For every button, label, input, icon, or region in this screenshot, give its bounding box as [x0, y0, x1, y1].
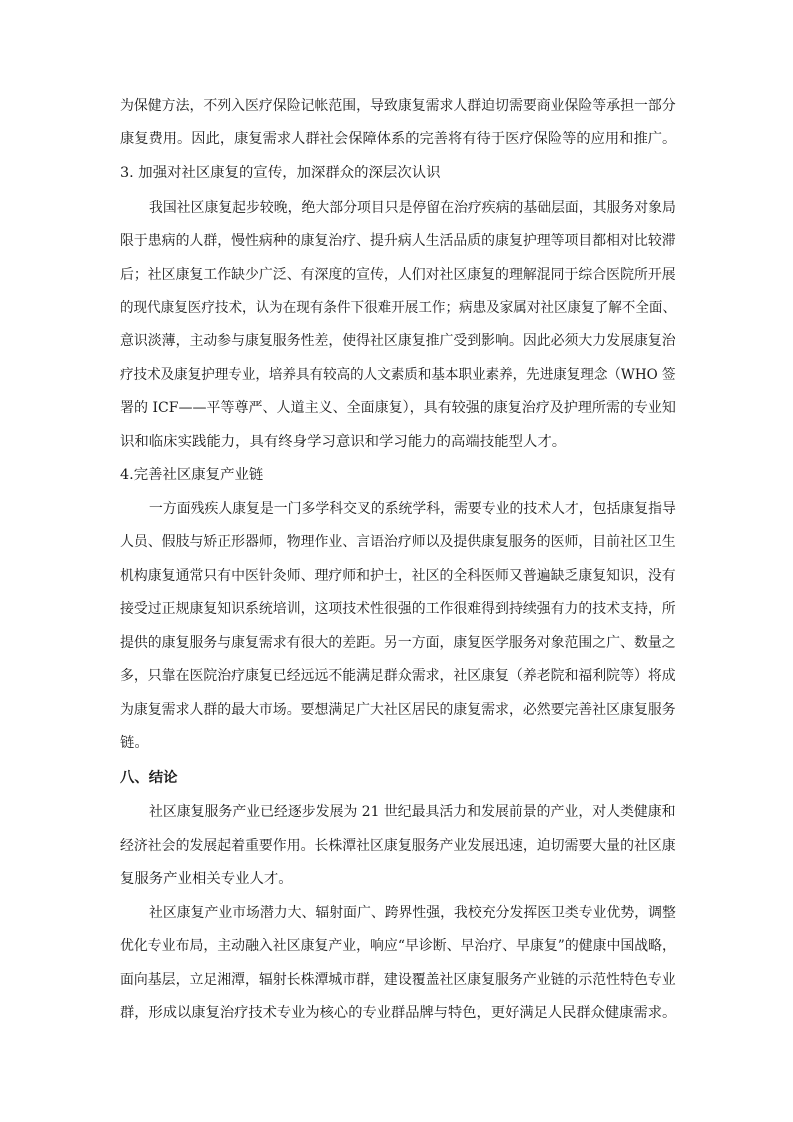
text-line: 提供的康复服务与康复需求有很大的差距。另一方面，康复医学服务对象范围之广、数量之	[120, 635, 676, 651]
text-line: 为康复需求人群的最大市场。要想满足广大社区居民的康复需求，必然要完善社区康复服务	[120, 702, 676, 718]
text-line: 复服务产业相关专业人才。	[120, 871, 293, 887]
text-line: 疗技术及康复护理专业，培养具有较高的人文素质和基本职业素养，先进康复理念（WHO 签	[120, 367, 676, 383]
text-line: 接受过正规康复知识系统培训，这项技术性很强的工作很难得到持续强有力的技术支持，所	[120, 601, 676, 617]
text-line: 康复费用。因此，康复需求人群社会保障体系的完善将有待于医疗保险等的应用和推广。	[120, 131, 677, 147]
text-line: 社区康复产业市场潜力大、辐射面广、跨界性强，我校充分发挥医卫类专业优势，调整	[149, 905, 676, 921]
section-heading: 4.完善社区康复产业链	[120, 467, 264, 483]
text-line: 优化专业布局，主动融入社区康复产业，响应“早诊断、早治疗、早康复”的健康中国战略，	[120, 938, 676, 954]
text-line: 署的 ICF——平等尊严、人道主义、全面康复），具有较强的康复治疗及护理所需的专业知	[120, 400, 676, 416]
text-line: 经济社会的发展起着重要作用。长株潭社区康复服务产业发展迅速，迫切需要大量的社区康	[120, 838, 676, 854]
text-line: 社区康复服务产业已经逐步发展为 21 世纪最具活力和发展前景的产业，对人类健康和	[149, 804, 676, 820]
text-line: 链。	[120, 735, 149, 751]
text-line: 多，只靠在医院治疗康复已经远远不能满足群众需求，社区康复（养老院和福利院等）将成	[120, 668, 676, 684]
text-line: 后；社区康复工作缺少广泛、有深度的宣传，人们对社区康复的理解混同于综合医院所开展	[120, 267, 676, 283]
text-line: 识和临床实践能力，具有终身学习意识和学习能力的高端技能型人才。	[120, 434, 567, 450]
section-heading: 3. 加强对社区康复的宣传，加深群众的深层次认识	[120, 165, 441, 181]
text-line: 我国社区康复起步较晚，绝大部分项目只是停留在治疗疾病的基础层面，其服务对象局	[149, 200, 676, 216]
text-line: 群，形成以康复治疗技术专业为核心的专业群品牌与特色，更好满足人民群众健康需求。	[120, 1005, 677, 1021]
text-line: 人员、假肢与矫正形器师，物理作业、言语治疗师以及提供康复服务的医师，目前社区卫生	[120, 534, 676, 550]
text-line: 限于患病的人群，慢性病种的康复治疗、提升病人生活品质的康复护理等项目都相对比较滞	[120, 233, 676, 249]
text-line: 机构康复通常只有中医针灸师、理疗师和护士，社区的全科医师又普遍缺乏康复知识，没有	[120, 568, 676, 584]
text-line: 面向基层，立足湘潭，辐射长株潭城市群，建设覆盖社区康复服务产业链的示范性特色专业	[120, 972, 676, 988]
text-line: 一方面残疾人康复是一门多学科交叉的系统学科，需要专业的技术人才，包括康复指导	[149, 501, 676, 517]
text-line: 的现代康复医疗技术，认为在现有条件下很难开展工作；病患及家属对社区康复了解不全面、	[120, 300, 677, 316]
conclusion-heading: 八、结论	[120, 769, 178, 786]
text-line: 为保健方法，不列入医疗保险记帐范围，导致康复需求人群迫切需要商业保险等承担一部分	[120, 98, 676, 114]
text-line: 意识淡薄，主动参与康复服务性差，使得社区康复推广受到影响。因此必须大力发展康复治	[120, 333, 676, 349]
